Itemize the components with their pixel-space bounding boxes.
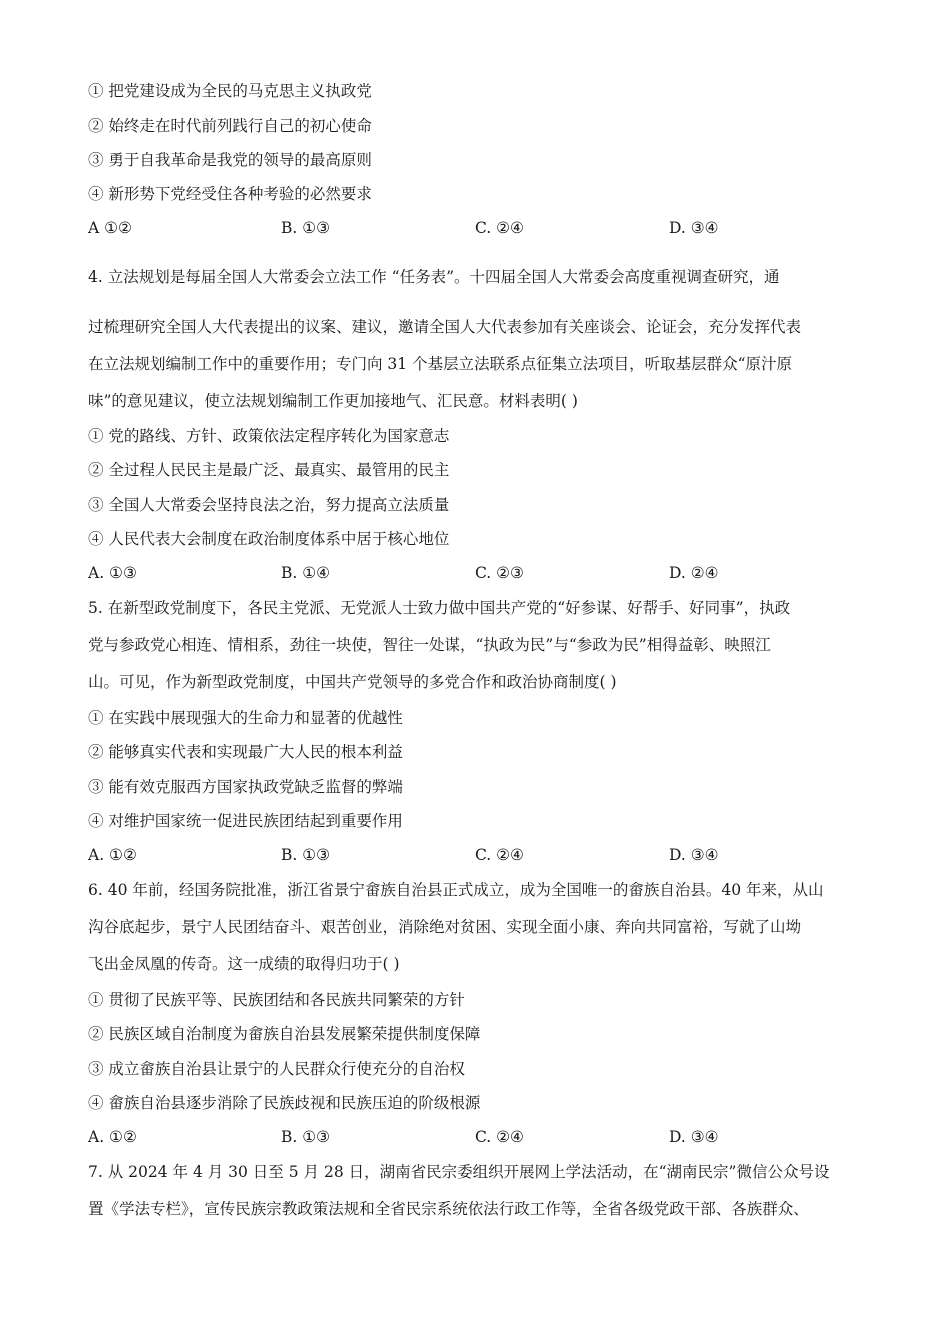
q5-stem-line-1: 5. 在新型政党制度下，各民主党派、无党派人士致力做中国共产党的“好参谋、好帮手、好同事”，执政 [88, 599, 791, 617]
q3-statement-3: ③ 勇于自我革命是我党的领导的最高原则 [88, 151, 372, 169]
q5-option-d: D. ③④ [669, 846, 719, 864]
q3-option-d: D. ③④ [669, 219, 719, 237]
q5-statement-1: ① 在实践中展现强大的生命力和显著的优越性 [88, 709, 403, 727]
q5-stem-line-2: 党与参政党心相连、情相系，劲往一块使，智往一处谋，“执政为民”与“参政为民”相得益彰、映照江 [88, 636, 771, 654]
q4-stem-line-1: 4. 立法规划是每届全国人大常委会立法工作 “任务表”。十四届全国人大常委会高度重视调查研究，通 [88, 268, 780, 286]
q6-stem-line-1: 6. 40 年前，经国务院批准，浙江省景宁畲族自治县正式成立，成为全国唯一的畲族自治县。40 年来，从山 [88, 881, 824, 899]
q6-statement-4: ④ 畲族自治县逐步消除了民族歧视和民族压迫的阶级根源 [88, 1094, 481, 1112]
q6-stem-line-3: 飞出金凤凰的传奇。这一成绩的取得归功于( ) [88, 955, 400, 973]
q6-stem-line-2: 沟谷底起步，景宁人民团结奋斗、艰苦创业，消除绝对贫困、实现全面小康、奔向共同富裕，写就了山坳 [88, 918, 802, 936]
q5-statement-3: ③ 能有效克服西方国家执政党缺乏监督的弊端 [88, 778, 403, 796]
q7-stem-line-2: 置《学法专栏》，宣传民族宗教政策法规和全省民宗系统依法行政工作等，全省各级党政干部、各族群众、 [88, 1200, 809, 1218]
q3-statement-4: ④ 新形势下党经受住各种考验的必然要求 [88, 185, 372, 203]
q6-statement-3: ③ 成立畲族自治县让景宁的人民群众行使充分的自治权 [88, 1060, 465, 1078]
q5-stem-line-3: 山。可见，作为新型政党制度，中国共产党领导的多党合作和政治协商制度( ) [88, 673, 617, 691]
q4-statement-1: ① 党的路线、方针、政策依法定程序转化为国家意志 [88, 427, 450, 445]
q3-option-b: B. ①③ [281, 219, 331, 237]
q6-option-a: A. ①② [88, 1128, 137, 1146]
q4-statement-2: ② 全过程人民民主是最广泛、最真实、最管用的民主 [88, 461, 450, 479]
q4-option-a: A. ①③ [88, 564, 137, 582]
q6-option-c: C. ②④ [475, 1128, 524, 1146]
q4-option-c: C. ②③ [475, 564, 524, 582]
q6-statement-2: ② 民族区域自治制度为畲族自治县发展繁荣提供制度保障 [88, 1025, 481, 1043]
q4-statement-3: ③ 全国人大常委会坚持良法之治，努力提高立法质量 [88, 496, 450, 514]
q4-option-b: B. ①④ [281, 564, 331, 582]
q3-statement-1: ① 把党建设成为全民的马克思主义执政党 [88, 82, 372, 100]
q6-option-d: D. ③④ [669, 1128, 719, 1146]
q5-option-c: C. ②④ [475, 846, 524, 864]
q7-stem-line-1: 7. 从 2024 年 4 月 30 日至 5 月 28 日，湖南省民宗委组织开展网上学法活动，在“湖南民宗”微信公众号设 [88, 1163, 830, 1181]
q3-options [88, 217, 868, 239]
q5-options [88, 844, 868, 866]
q4-stem-line-4: 味”的意见建议，使立法规划编制工作更加接地气、汇民意。材料表明( ) [88, 392, 578, 410]
q6-options [88, 1126, 868, 1148]
q6-option-b: B. ①③ [281, 1128, 331, 1146]
q3-option-a: A ①② [88, 219, 132, 237]
q6-statement-1: ① 贯彻了民族平等、民族团结和各民族共同繁荣的方针 [88, 991, 465, 1009]
q4-options [88, 562, 868, 584]
q5-option-b: B. ①③ [281, 846, 331, 864]
q5-statement-2: ② 能够真实代表和实现最广大人民的根本利益 [88, 743, 403, 761]
q5-option-a: A. ①② [88, 846, 137, 864]
q3-option-c: C. ②④ [475, 219, 524, 237]
q4-stem-line-2: 过梳理研究全国人大代表提出的议案、建议，邀请全国人大代表参加有关座谈会、论证会，充分发挥代表 [88, 318, 802, 336]
q4-stem-line-3: 在立法规划编制工作中的重要作用；专门向 31 个基层立法联系点征集立法项目，听取基层群众“原汁原 [88, 355, 793, 373]
q3-statement-2: ② 始终走在时代前列践行自己的初心使命 [88, 117, 372, 135]
q4-option-d: D. ②④ [669, 564, 719, 582]
q4-statement-4: ④ 人民代表大会制度在政治制度体系中居于核心地位 [88, 530, 450, 548]
q5-statement-4: ④ 对维护国家统一促进民族团结起到重要作用 [88, 812, 403, 830]
